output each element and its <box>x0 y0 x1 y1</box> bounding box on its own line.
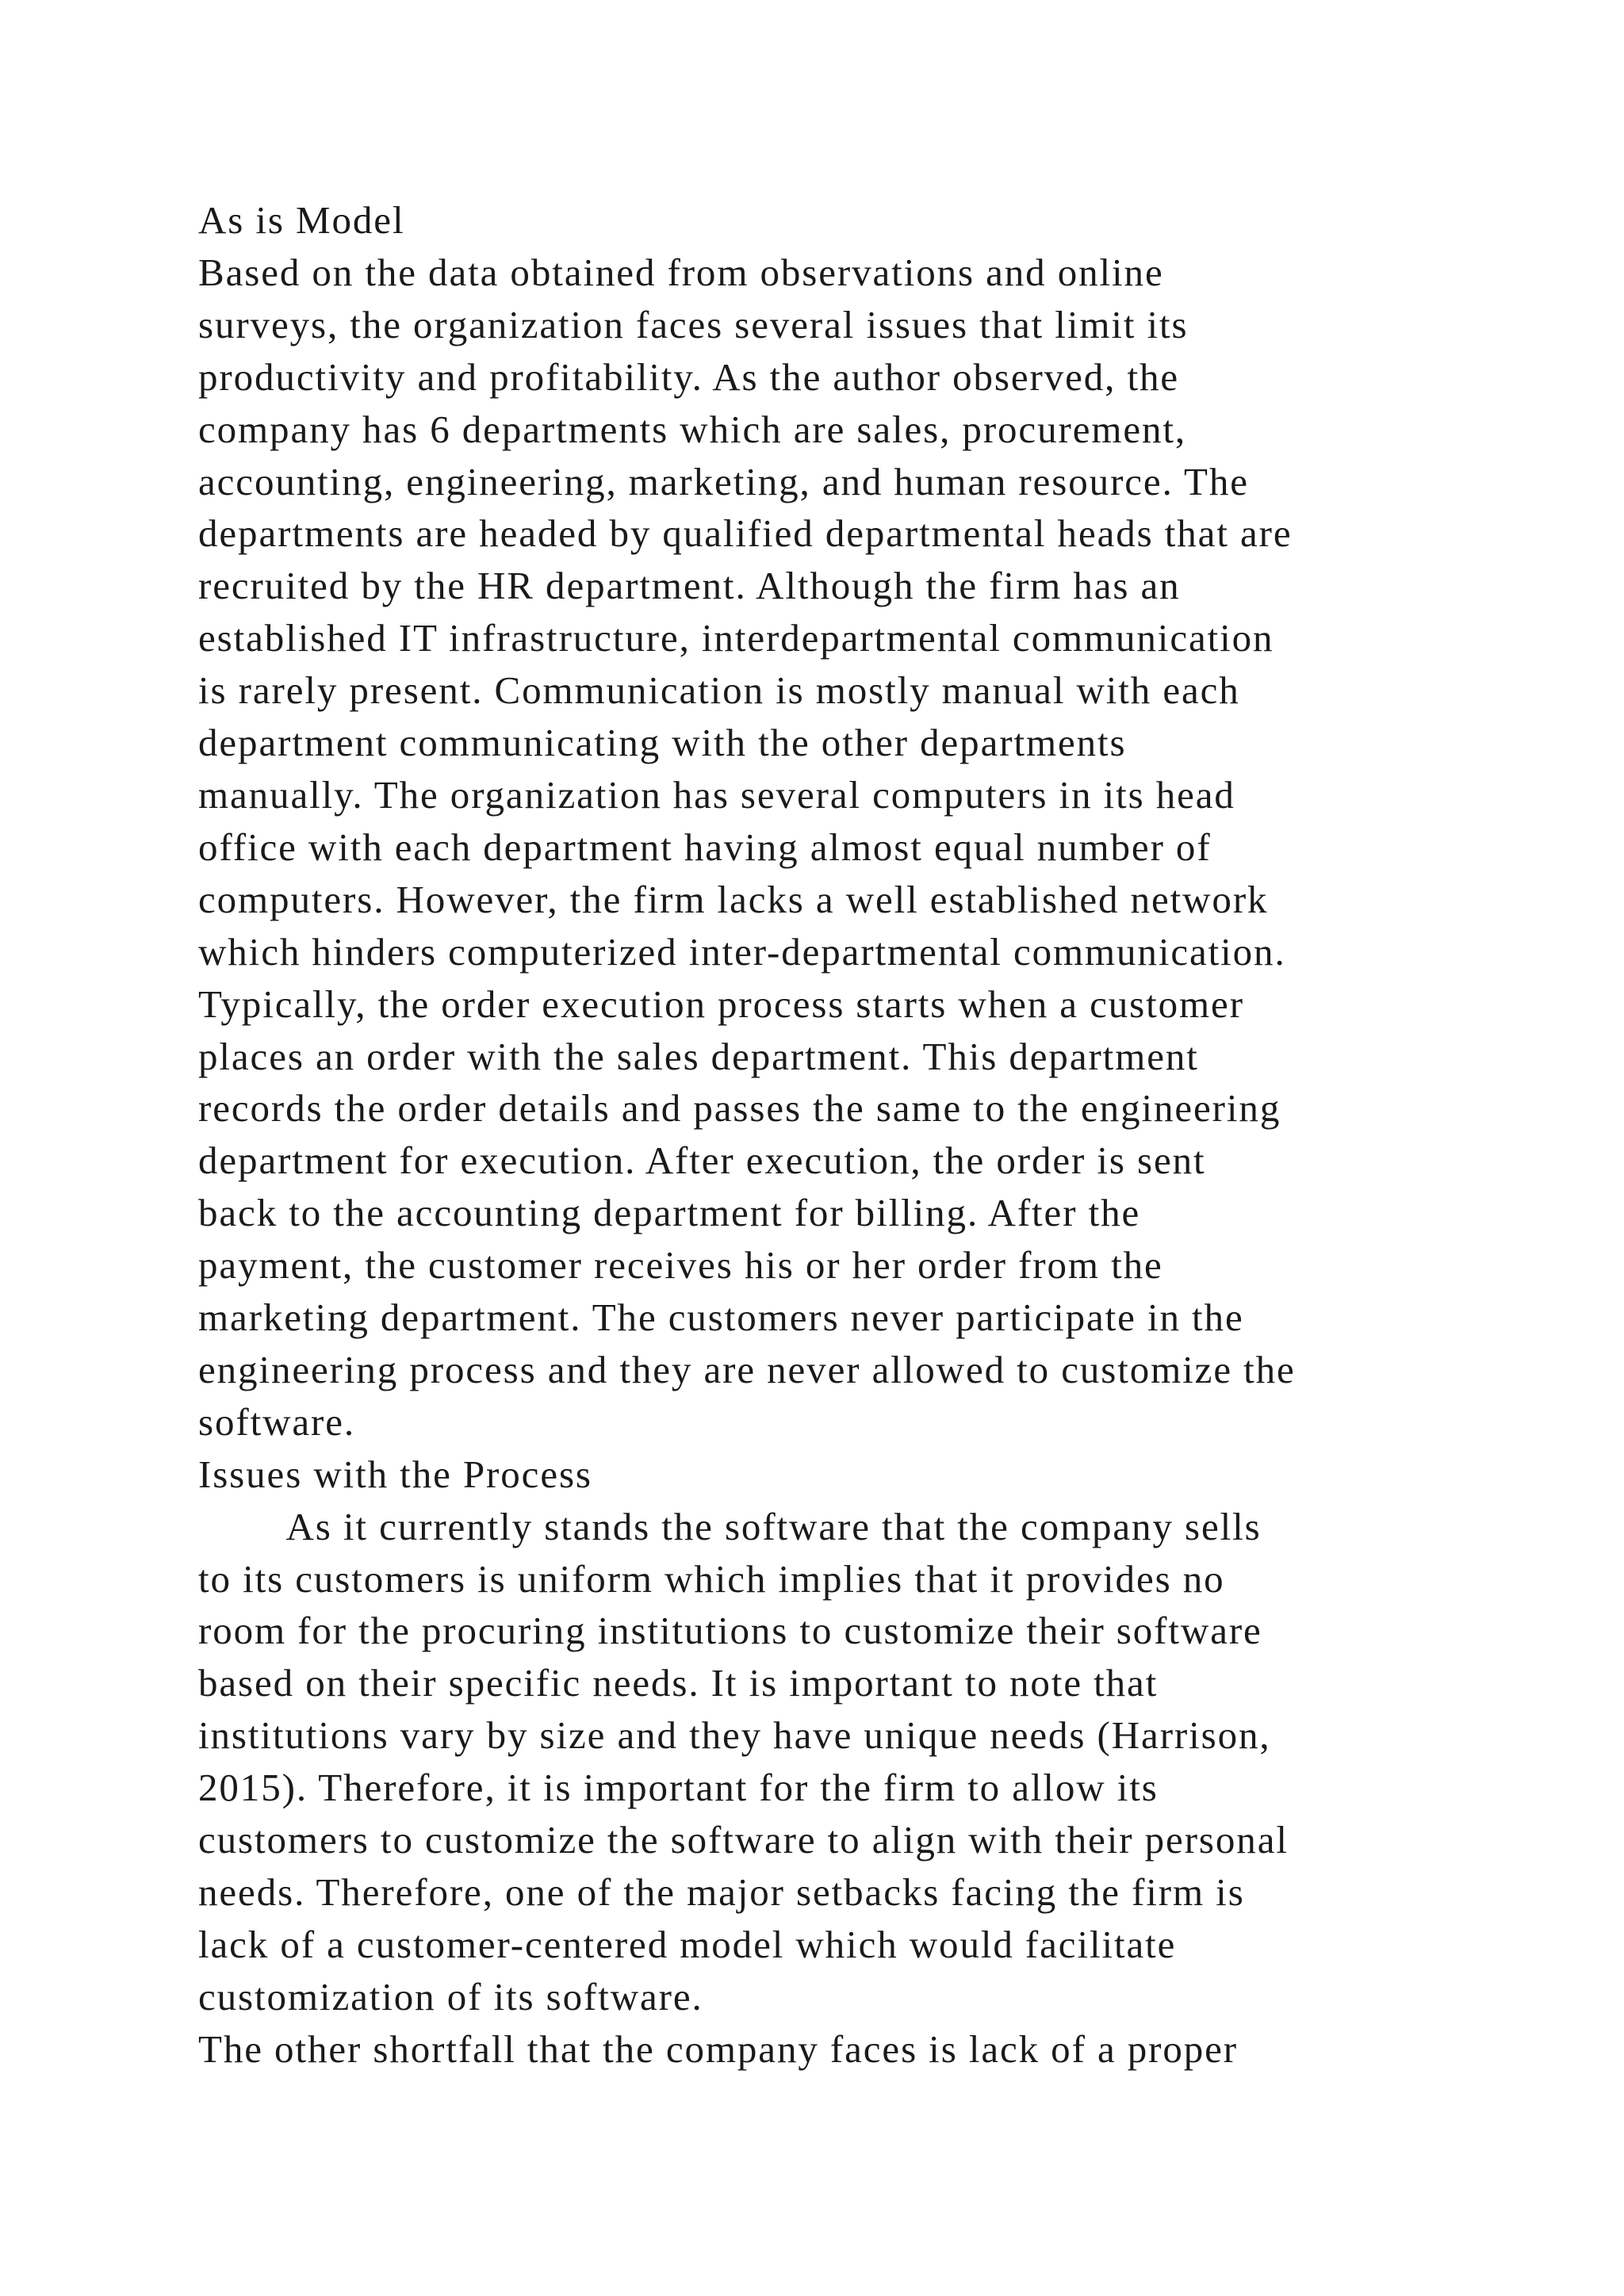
text-line: institutions vary by size and they have unique needs (Harrison, <box>198 1713 1271 1758</box>
text-line: department communicating with the other departments <box>198 721 1127 765</box>
text-line: lack of a customer-centered model which would facilitate <box>198 1922 1177 1966</box>
text-line: software. <box>198 1399 356 1444</box>
text-line: payment, the customer receives his or her order from the <box>198 1243 1163 1288</box>
text-line: surveys, the organization faces several issues that limit its <box>198 302 1189 346</box>
text-line: As it currently stands the software that the company sells <box>198 1504 1262 1548</box>
text-line: to its customers is uniform which implies that it provides no <box>198 1556 1225 1601</box>
text-line: The other shortfall that the company faces is lack of a proper <box>198 2026 1239 2071</box>
text-line: needs. Therefore, one of the major setbacks facing the firm is <box>198 1870 1245 1914</box>
text-line: places an order with the sales department. This department <box>198 1034 1199 1078</box>
text-line: office with each department having almost equal number of <box>198 825 1212 869</box>
text-line: established IT infrastructure, interdepartmental communication <box>198 616 1274 660</box>
text-line: is rarely present. Communication is mostly manual with each <box>198 668 1240 713</box>
text-line: manually. The organization has several computers in its head <box>198 772 1235 817</box>
text-line: departments are headed by qualified departmental heads that are <box>198 511 1293 556</box>
section-heading-issues: Issues with the Process <box>198 1452 592 1496</box>
text-line: customers to customize the software to align with their personal <box>198 1818 1289 1862</box>
text-line: productivity and profitability. As the author observed, the <box>198 354 1180 399</box>
text-line: marketing department. The customers never participate in the <box>198 1295 1244 1340</box>
text-line: engineering process and they are never allowed to customize the <box>198 1347 1296 1391</box>
text-line: computers. However, the firm lacks a well established network <box>198 877 1269 921</box>
text-line: Typically, the order execution process starts when a customer <box>198 982 1244 1026</box>
text-line: company has 6 departments which are sales, procurement, <box>198 407 1187 451</box>
text-line: department for execution. After execution, the order is sent <box>198 1138 1206 1183</box>
text-line: 2015). Therefore, it is important for the firm to allow its <box>198 1766 1159 1810</box>
document-body <box>198 194 1507 2076</box>
section-heading-as-is-model: As is Model <box>198 198 405 242</box>
text-line: recruited by the HR department. Although the firm has an <box>198 564 1181 608</box>
text-line: back to the accounting department for billing. After the <box>198 1191 1141 1235</box>
text-line: customization of its software. <box>198 1974 703 2019</box>
text-line: records the order details and passes the same to the engineering <box>198 1086 1281 1131</box>
text-line: which hinders computerized inter-departmental communication. <box>198 929 1286 974</box>
text-line: Based on the data obtained from observations and online <box>198 250 1164 294</box>
text-line: accounting, engineering, marketing, and human resource. The <box>198 459 1249 503</box>
text-line: based on their specific needs. It is important to note that <box>198 1661 1159 1705</box>
text-line: room for the procuring institutions to customize their software <box>198 1609 1262 1653</box>
